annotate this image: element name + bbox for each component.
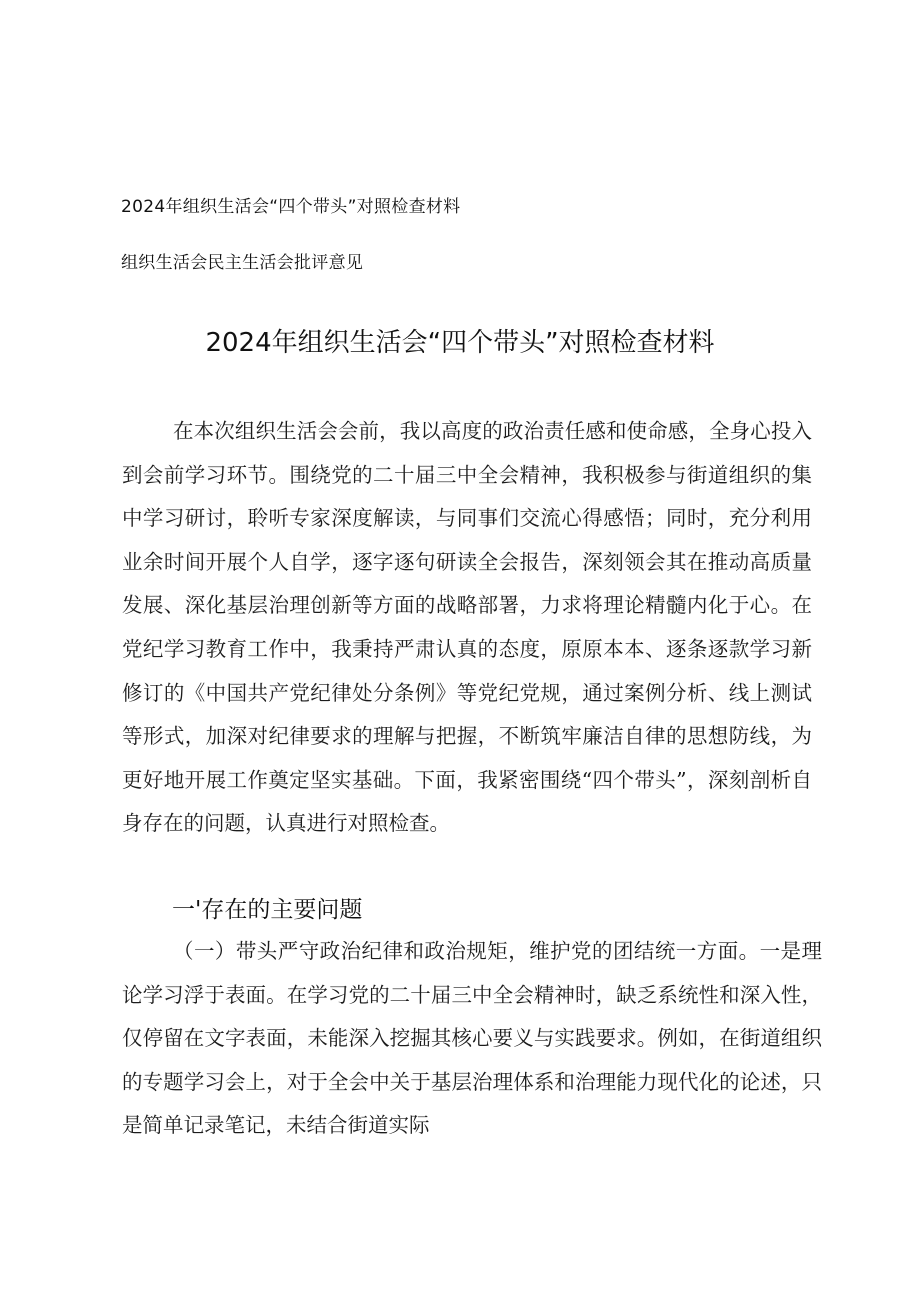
section-heading: 一'存在的主要问题 xyxy=(172,897,363,923)
paragraph-section-1: （一）带头严守政治纪律和政治规矩，维护党的团结统一方面。一是理论学习浮于表面。在学习党的二十届三中全会精神时，缺乏系统性和深入性，仅停留在文字表面，未能深入挖掘其核心要义与实践要求。例如，在街道组织的专题学习会上，对于全会中关于基层治理体系和治理能力现代化的论述，只是简单记录笔记，未结合街道实际 xyxy=(122,939,822,1138)
paragraph-intro: 在本次组织生活会会前，我以高度的政治责任感和使命感，全身心投入到会前学习环节。围绕党的二十届三中全会精神，我积极参与街道组织的集中学习研讨，聆听专家深度解读，与同事们交流心得感悟；同时，充分利用业余时间开展个人自学，逐字逐句研读全会报告，深刻领会其在推动高质量发展、深化基层治理创新等方面的战略部署，力求将理论精髓内化于心。在党纪学习教育工作中，我秉持严肃认真的态度，原原本本、逐条逐款学习新修订的《中国共产党纪律处分条例》等党纪党规，通过案例分析、线上测试等形式，加深对纪律要求的理解与把握，不断筑牢廉洁自律的思想防线，为更好地开展工作奠定坚实基础。下面，我紧密围绕“四个带头”，深刻剖析自身存在的问题，认真进行对照检查。 xyxy=(122,419,812,836)
toc-line-2: 组织生活会民主生活会批评意见 xyxy=(121,253,364,273)
document-title: 2024年组织生活会“四个带头”对照检查材料 xyxy=(205,328,715,358)
toc-line-1: 2024年组织生活会“四个带头”对照检查材料 xyxy=(121,197,461,217)
